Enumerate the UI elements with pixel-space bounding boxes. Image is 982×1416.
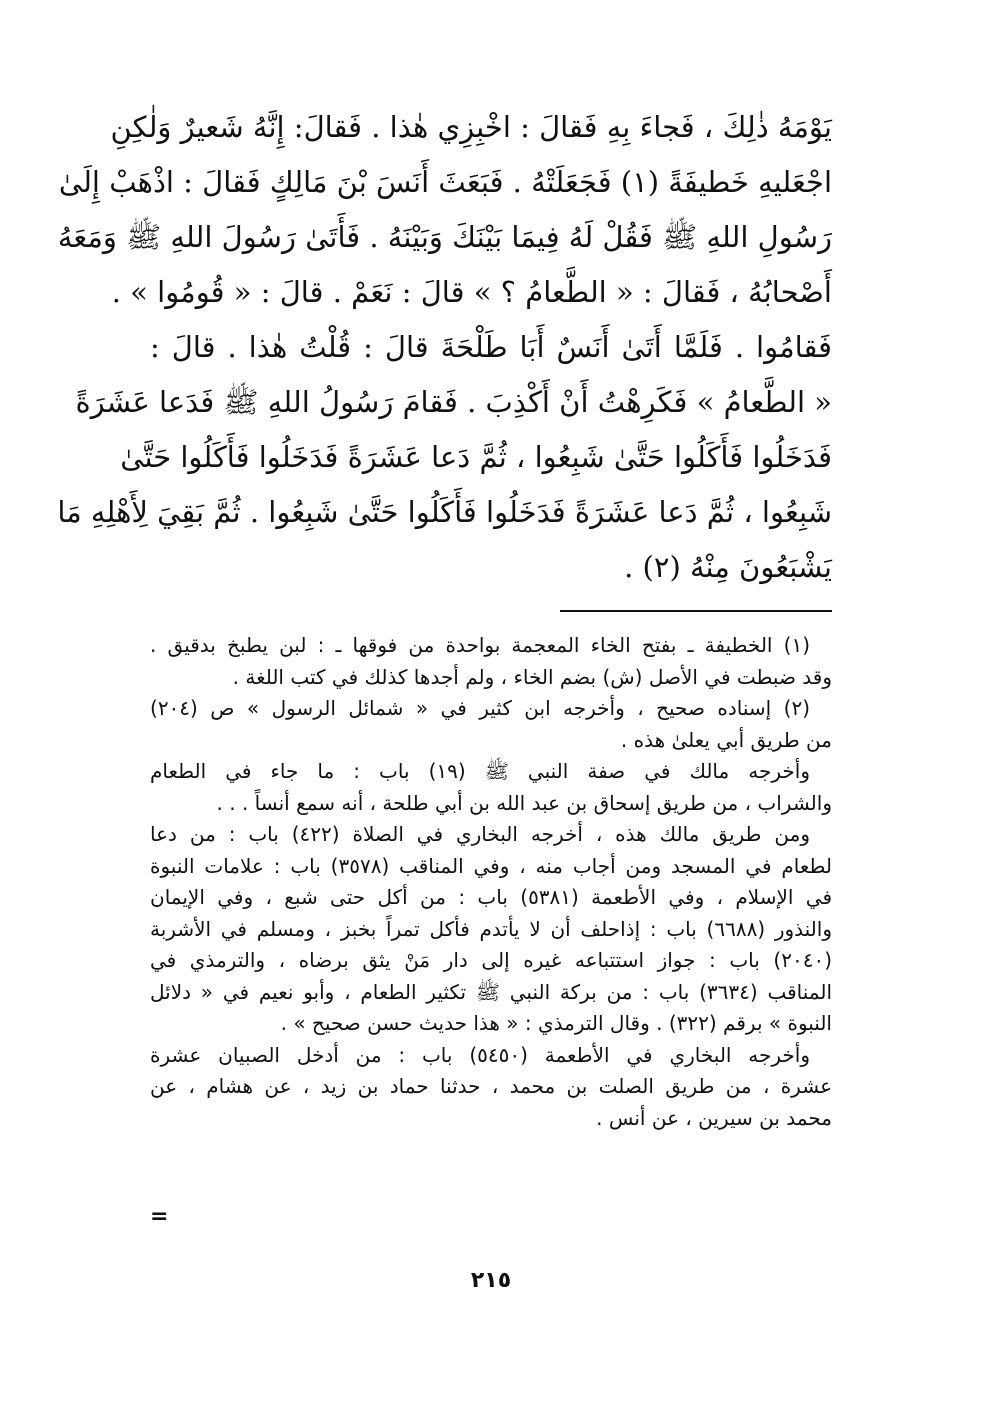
footnote-line: والشراب ، من طريق إسحاق بن عبد الله بن أبي طلحة ، أنه سمع أنساً . . . bbox=[216, 790, 832, 815]
main-text-line: فَدَخَلُوا فَأَكَلُوا حَتَّىٰ شَبِعُوا ، ثُمَّ دَعا عَشَرَةً فَدَخَلُوا فَأَكَلُوا حَتَّىٰ bbox=[120, 440, 832, 474]
footnote-line: المناقب (٣٦٣٤) باب : من بركة النبي ﷺ تكثير الطعام ، وأبو نعيم في « دلائل bbox=[150, 979, 833, 1004]
footnote-line: محمد بن سيرين ، عن أنس . bbox=[596, 1105, 832, 1130]
footnote-line: عشرة ، من طريق الصلت بن محمد ، حدثنا حماد بن زيد ، عن هشام ، عن bbox=[150, 1074, 832, 1098]
footnote-line: (٢٠٤٠) باب : جواز استتباعه غيره إلى دار مَنْ يثق برضاه ، والترمذي في bbox=[150, 948, 832, 972]
footnote-line: من طريق أبي يعلىٰ هذه . bbox=[620, 727, 832, 752]
footnote-line: وأخرجه البخاري في الأطعمة (٥٤٥٠) باب : من أدخل الصبيان عشرة bbox=[150, 1042, 811, 1067]
footnote-line: في الإسلام ، وفي الأطعمة (٥٣٨١) باب : من أكل حتى شبع ، وفي الإيمان bbox=[150, 885, 833, 909]
main-text-line: يَوْمَهُ ذٰلِكَ ، فَجاءَ بِهِ فَقالَ : اخْبِزِي هٰذا . فَقالَ: إِنَّهُ شَعيرٌ وَلٰكِنِ bbox=[110, 110, 832, 144]
main-text-line: أَصْحابُهُ ، فَقالَ : « الطَّعامُ ؟ » قالَ : نَعَمْ . قالَ : « قُومُوا » . bbox=[111, 275, 832, 309]
continuation-mark: = bbox=[150, 1204, 169, 1229]
main-text-line: شَبِعُوا ، ثُمَّ دَعا عَشَرَةً فَدَخَلُوا فَأَكَلُوا حَتَّىٰ شَبِعُوا . ثُمَّ بَقِيَ لِأَهْلِهِ مَا bbox=[57, 495, 832, 529]
main-text-line: رَسُولِ اللهِ ﷺ فَقُلْ لَهُ فِيمَا بَيْنَكَ وَبَيْنَهُ . فَأَتَىٰ رَسُولَ اللهِ ﷺ وَمَعَهُ bbox=[57, 220, 832, 254]
page-number: ٢١٥ bbox=[470, 1268, 512, 1293]
footnote-line: (١) الخطيفة ـ بفتح الخاء المعجمة بواحدة من فوقها ـ : لبن يطبخ بدقيق . bbox=[150, 633, 810, 657]
footnote-line: النبوة » برقم (٣٢٢) . وقال الترمذي : « هذا حديث حسن صحيح » . bbox=[280, 1011, 832, 1035]
footnote-line: ومن طريق مالك هذه ، أخرجه البخاري في الصلاة (٤٢٢) باب : من دعا bbox=[150, 822, 810, 846]
footnote-separator bbox=[560, 610, 832, 612]
main-text-line: فَقامُوا . فَلَمَّا أَتَىٰ أَنَسٌ أَبَا طَلْحَةَ قالَ : قُلْتُ هٰذا . قالَ : bbox=[150, 330, 832, 364]
footnote-line: والنذور (٦٦٨٨) باب : إذاحلف أن لا يأتدم فأكل تمراً بخبز ، ومسلم في الأشربة bbox=[150, 916, 832, 941]
footnotes-block bbox=[150, 630, 832, 1134]
footnote-line: وقد ضبطت في الأصل (ش) بضم الخاء ، ولم أجدها كذلك في كتب اللغة . bbox=[232, 664, 832, 689]
main-text-line: اجْعَليهِ خَطيفَةً (١) فَجَعَلَتْهُ . فَبَعَثَ أَنَسَ بْنَ مَالِكٍ فَقالَ : اذْهَبْ إِلَىٰ bbox=[58, 165, 832, 199]
footnote-line: وأخرجه مالك في صفة النبي ﷺ (١٩) باب : ما جاء في الطعام bbox=[150, 759, 810, 783]
main-text-block bbox=[57, 100, 832, 595]
main-text-line: يَشْبَعُونَ مِنْهُ (٢) . bbox=[624, 550, 832, 584]
footnote-line: (٢) إسناده صحيح ، وأخرجه ابن كثير في « شمائل الرسول » ص (٢٠٤) bbox=[150, 696, 810, 720]
main-text-line: « الطَّعامُ » فَكَرِهْتُ أَنْ أَكْذِبَ . فَقامَ رَسُولُ اللهِ ﷺ فَدَعا عَشَرَةً bbox=[75, 385, 832, 419]
footnote-line: لطعام في المسجد ومن أجاب منه ، وفي المناقب (٣٥٧٨) باب : علامات النبوة bbox=[150, 853, 832, 878]
